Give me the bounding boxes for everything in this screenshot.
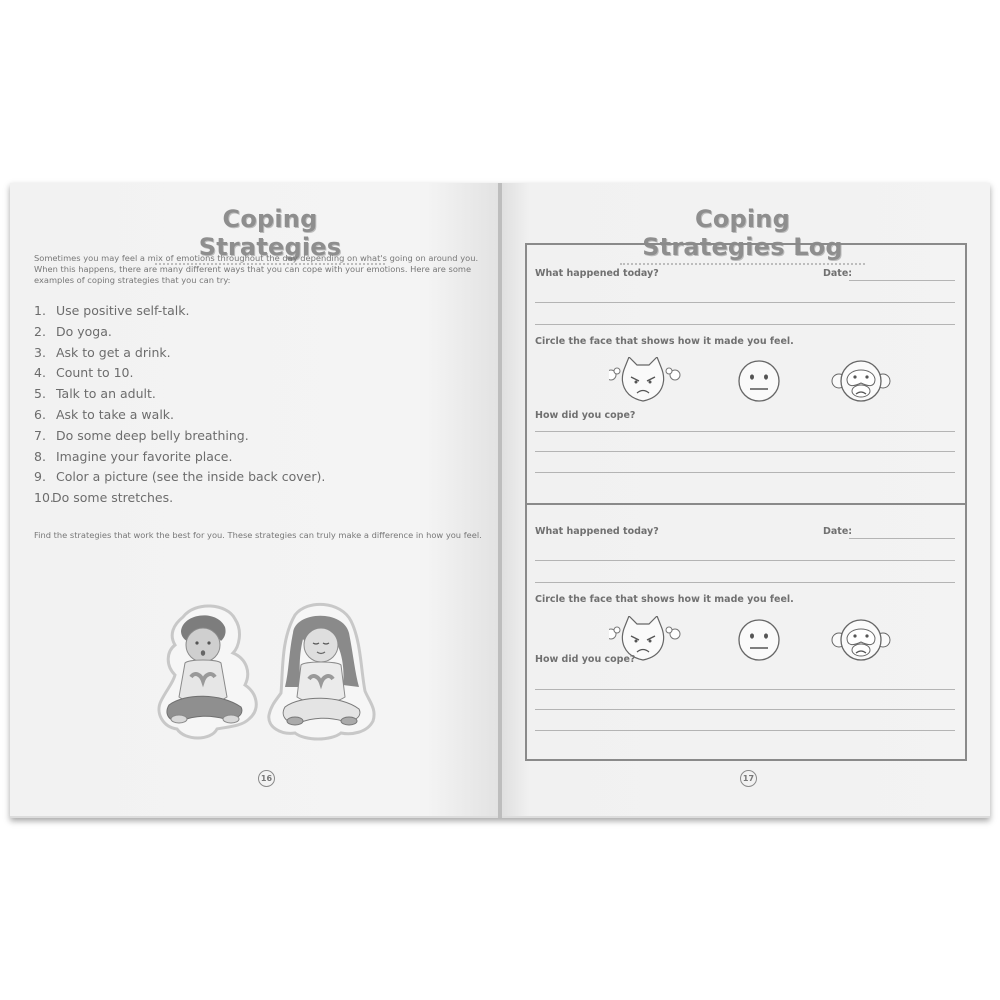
answer-line[interactable] <box>535 472 955 473</box>
right-page <box>500 183 990 816</box>
strategy-list <box>34 301 325 509</box>
what-happened-label: What happened today? <box>535 268 659 279</box>
face-choices <box>609 616 909 666</box>
page-title: Coping Strategies <box>155 205 385 265</box>
outro-paragraph: Find the strategies that work the best for you. These strategies can truly make a difference in how you feel. <box>34 530 482 540</box>
answer-line[interactable] <box>535 560 955 561</box>
answer-line[interactable] <box>535 431 955 432</box>
list-item: 10.Do some stretches. <box>34 490 174 506</box>
log-entry <box>527 505 965 763</box>
answer-line[interactable] <box>535 324 955 325</box>
answer-line[interactable] <box>535 302 955 303</box>
answer-line[interactable] <box>535 709 955 710</box>
list-item: 4. Count to 10. <box>34 365 134 381</box>
cope-prompt: How did you cope? <box>535 654 636 665</box>
neutral-face-icon[interactable] <box>739 361 779 401</box>
page-title: Coping Strategies Log <box>620 205 865 265</box>
date-field[interactable] <box>849 280 955 281</box>
list-item: 8. Imagine your favorite place. <box>34 448 233 464</box>
answer-line[interactable] <box>535 689 955 690</box>
angry-cat-icon[interactable] <box>609 357 680 401</box>
book-spine <box>498 183 502 818</box>
date-label: Date: <box>823 526 853 537</box>
sad-monkey-icon[interactable] <box>832 361 890 401</box>
cope-prompt: How did you cope? <box>535 410 636 421</box>
date-label: Date: <box>823 268 853 279</box>
page-number: 17 <box>740 770 757 787</box>
list-item: 6. Ask to take a walk. <box>34 406 175 422</box>
answer-line[interactable] <box>535 582 955 583</box>
list-item: 9. Color a picture (see the inside back cover). <box>34 469 326 485</box>
circle-face-prompt: Circle the face that shows how it made you feel. <box>535 594 794 605</box>
answer-line[interactable] <box>535 730 955 731</box>
list-item: 1. Use positive self-talk. <box>34 303 190 318</box>
neutral-face-icon[interactable] <box>739 620 779 660</box>
page-number: 16 <box>258 770 275 787</box>
open-book <box>10 183 990 818</box>
circle-face-prompt: Circle the face that shows how it made you feel. <box>535 336 794 347</box>
what-happened-label: What happened today? <box>535 526 659 537</box>
intro-paragraph: Sometimes you may feel a mix of emotions throughout the day depending on what's going on around you. When this happens, there are many different ways that you can cope with your emotions. Here are some examples of coping strategies that you can try: <box>34 253 479 285</box>
list-item: 7. Do some deep belly breathing. <box>34 427 249 443</box>
meditating-kids-illustration <box>155 601 390 751</box>
list-item: 2. Do yoga. <box>34 323 112 339</box>
face-choices <box>609 357 909 407</box>
list-item: 3. Ask to get a drink. <box>34 344 171 360</box>
list-item: 5. Talk to an adult. <box>34 386 156 402</box>
log-entry <box>527 245 965 503</box>
left-page <box>10 183 500 816</box>
date-field[interactable] <box>849 538 955 539</box>
answer-line[interactable] <box>535 451 955 452</box>
sad-monkey-icon[interactable] <box>832 620 890 660</box>
coping-log-form <box>525 243 967 761</box>
